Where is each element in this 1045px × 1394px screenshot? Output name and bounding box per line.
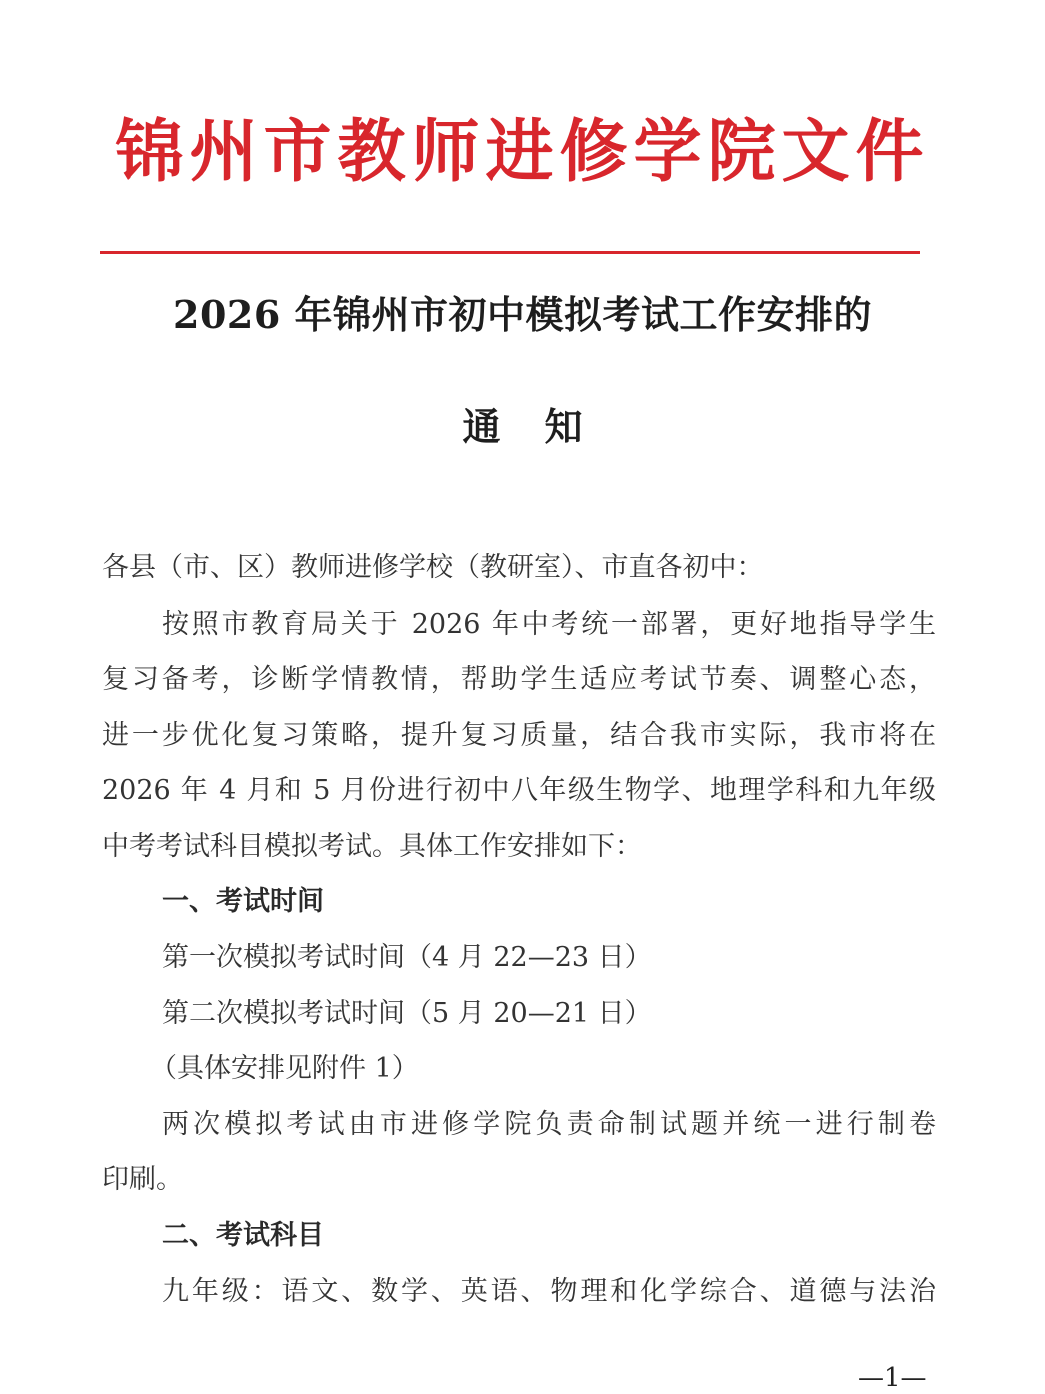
section-heading-exam-time: 一、考试时间 [162,886,324,917]
red-divider [100,251,920,254]
masthead: 锦州市教师进修学院文件 [115,113,930,192]
intro-line: 中考考试科目模拟考试。具体工作安排如下： [102,831,642,862]
section-heading-exam-subjects: 二、考试科目 [162,1220,324,1251]
intro-line: 按照市教育局关于 2026 年中考统一部署，更好地指导学生 [162,609,936,640]
document-title-line-2: 通知 [462,404,627,449]
intro-line: 进一步优化复习策略，提升复习质量，结合我市实际，我市将在 [102,720,936,751]
intro-line: 复习备考，诊断学情教情，帮助学生适应考试节奏、调整心态， [102,664,936,695]
printing-line: 两次模拟考试由市进修学院负责命制试题并统一进行制卷 [162,1109,936,1140]
printing-line: 印刷。 [102,1164,183,1195]
page-number: —1— [858,1363,927,1393]
intro-line: 2026 年 4 月和 5 月份进行初中八年级生物学、地理学科和九年级 [102,775,936,806]
first-exam-time: 第一次模拟考试时间（4 月 22—23 日） [162,942,652,973]
salutation: 各县（市、区）教师进修学校（教研室）、市直各初中： [102,552,764,583]
grade-9-subjects: 九年级：语文、数学、英语、物理和化学综合、道德与法治 [162,1276,936,1307]
document-title-line-1: 2026 年锦州市初中模拟考试工作安排的 [173,292,872,337]
attachment-note: （具体安排见附件 1） [150,1053,419,1084]
second-exam-time: 第二次模拟考试时间（5 月 20—21 日） [162,998,652,1029]
